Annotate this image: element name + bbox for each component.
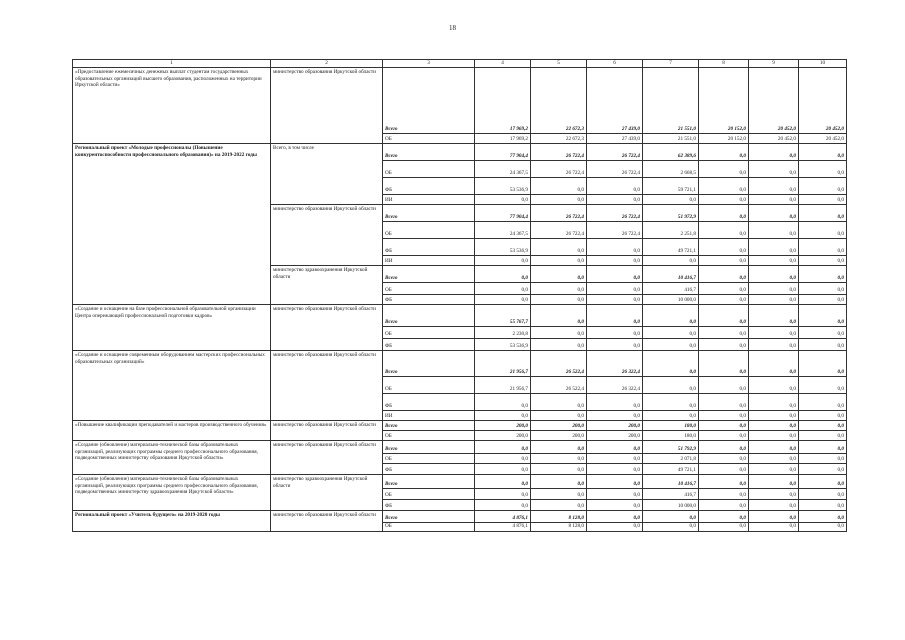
value-cell: 0,0 [587,411,643,421]
value-cell: 0,0 [799,327,847,339]
value-cell: 2 230,8 [475,327,531,339]
value-cell: 0,0 [587,454,643,464]
value-cell: 0,0 [475,195,531,205]
funding-source: Всего [383,475,475,489]
measure-title: «Создание и оснащение современным оборудованием мастерских профессиональных образовательных организаций» [73,351,271,421]
value-cell: 0,0 [531,305,587,327]
column-number-2: 2 [271,60,383,68]
value-cell: 0,0 [643,327,699,339]
value-cell: 4 876,1 [475,523,531,532]
value-cell: 0,0 [699,511,749,523]
value-cell: 0,0 [531,394,587,411]
value-cell: 26 722,4 [531,222,587,239]
value-cell: 0,0 [531,464,587,475]
value-cell: 0,0 [749,454,799,464]
value-cell: 0,0 [587,441,643,454]
funding-source: ОБ [383,523,475,532]
funding-source: Всего [383,266,475,283]
value-cell: 0,0 [799,305,847,327]
measure-title: «Создание и оснащение на базе профессиональной образовательной организации Центра опережающей профессиональной подготовки кадров» [73,305,271,351]
value-cell: 20 152,0 [699,134,749,144]
value-cell: 20 452,0 [799,68,847,134]
value-cell: 0,0 [699,178,749,195]
value-cell: 0,0 [643,195,699,205]
executor-cell: министерство образования Иркутской области [271,511,383,532]
column-number-1: 1 [73,60,271,68]
value-cell: 0,0 [643,394,699,411]
value-cell: 0,0 [531,283,587,295]
value-cell: 0,0 [699,283,749,295]
value-cell: 0,0 [587,305,643,327]
value-cell: 49 721,1 [643,464,699,475]
value-cell: 0,0 [531,454,587,464]
value-cell: 0,0 [587,523,643,532]
value-cell: 20 452,0 [749,134,799,144]
value-cell: 0,0 [749,195,799,205]
value-cell: 0,0 [587,394,643,411]
column-number-8: 8 [699,60,749,68]
value-cell: 0,0 [587,295,643,305]
value-cell: 0,0 [587,256,643,266]
table-row [73,144,847,161]
executor-cell: министерство образования Иркутской области [271,351,383,421]
table-row [73,441,847,454]
value-cell: 27 439,0 [587,134,643,144]
value-cell: 0,0 [531,178,587,195]
value-cell: 0,0 [799,464,847,475]
table-row [73,475,847,489]
value-cell: 2 668,5 [643,161,699,178]
measure-title: Региональный проект «Учитель будущего» на 2019-2020 годы [73,511,271,532]
value-cell: 0,0 [699,523,749,532]
value-cell: 200,0 [531,431,587,441]
value-cell: 0,0 [643,523,699,532]
value-cell: 0,0 [749,222,799,239]
measure-title: Региональный проект «Молодые профессионалы (Повышение конкурентоспособности профессионального образования)» на 2019-2022 годы [73,144,271,305]
value-cell: 0,0 [749,305,799,327]
value-cell: 0,0 [699,222,749,239]
value-cell: 0,0 [643,377,699,394]
value-cell: 0,0 [699,421,749,431]
value-cell: 0,0 [531,411,587,421]
value-cell: 0,0 [699,239,749,256]
value-cell: 0,0 [799,239,847,256]
table-row [73,511,847,523]
column-number-4: 4 [475,60,531,68]
value-cell: 0,0 [799,441,847,454]
value-cell: 26 722,4 [587,161,643,178]
value-cell: 0,0 [799,339,847,351]
value-cell: 0,0 [799,222,847,239]
value-cell: 0,0 [587,195,643,205]
value-cell: 0,0 [475,295,531,305]
value-cell: 0,0 [531,239,587,256]
value-cell: 200,0 [587,421,643,431]
column-number-6: 6 [587,60,643,68]
funding-source: ОБ [383,327,475,339]
value-cell: 0,0 [699,256,749,266]
value-cell: 0,0 [699,464,749,475]
value-cell: 0,0 [643,256,699,266]
value-cell: 0,0 [749,339,799,351]
value-cell: 24 367,5 [475,161,531,178]
value-cell: 0,0 [749,500,799,511]
column-number-7: 7 [643,60,699,68]
value-cell: 416,7 [643,489,699,500]
value-cell: 0,0 [799,295,847,305]
value-cell: 49 721,1 [643,239,699,256]
value-cell: 0,0 [749,295,799,305]
executor-cell: министерство образования Иркутской области [271,441,383,475]
value-cell: 21 956,7 [475,377,531,394]
funding-source: ФБ [383,500,475,511]
page-number: 18 [449,24,456,32]
value-cell: 0,0 [699,500,749,511]
value-cell: 0,0 [699,431,749,441]
value-cell: 0,0 [587,327,643,339]
value-cell: 22 672,3 [531,68,587,134]
value-cell: 0,0 [699,411,749,421]
value-cell: 0,0 [475,475,531,489]
value-cell: 20 452,0 [749,68,799,134]
value-cell: 2 071,8 [643,454,699,464]
value-cell: 0,0 [475,256,531,266]
column-number-3: 3 [383,60,475,68]
value-cell: 0,0 [749,431,799,441]
value-cell: 26 722,4 [531,161,587,178]
funding-source: ОБ [383,454,475,464]
value-cell: 0,0 [799,178,847,195]
value-cell: 0,0 [799,511,847,523]
funding-source: ФБ [383,464,475,475]
value-cell: 8 128,0 [531,523,587,532]
value-cell: 0,0 [749,351,799,377]
funding-source: Всего [383,511,475,523]
table-row [73,351,847,377]
value-cell: 22 672,3 [531,134,587,144]
value-cell: 0,0 [799,161,847,178]
value-cell: 0,0 [799,431,847,441]
value-cell: 0,0 [699,377,749,394]
measure-title: «Создание (обновление) материально-технической базы образовательных организаций, реализующих программы среднего профессионального образования, подведомственных министерству образования Иркутской области» [73,441,271,475]
value-cell: 0,0 [475,266,531,283]
value-cell: 26 522,4 [531,377,587,394]
measure-title: «Предоставление ежемесячных денежных выплат студентам государственных образовательных организаций высшего образования, расположенных на территории Иркутской области» [73,68,271,144]
value-cell: 0,0 [699,144,749,161]
value-cell: 0,0 [699,454,749,464]
value-cell: 26 722,4 [531,205,587,222]
table-row [73,305,847,327]
value-cell: 51 972,9 [643,205,699,222]
value-cell: 0,0 [749,327,799,339]
value-cell: 17 969,2 [475,134,531,144]
funding-source: ОБ [383,222,475,239]
value-cell: 0,0 [587,339,643,351]
funding-source: ФБ [383,178,475,195]
value-cell: 0,0 [799,394,847,411]
value-cell: 77 904,4 [475,144,531,161]
value-cell: 0,0 [799,256,847,266]
value-cell: 59 721,1 [643,178,699,195]
value-cell: 10 416,7 [643,475,699,489]
value-cell: 0,0 [749,411,799,421]
value-cell: 0,0 [799,144,847,161]
value-cell: 0,0 [643,351,699,377]
measure-title: «Создание (обновление) материально-технической базы образовательных организаций, реализующих программы среднего профессионального образования, подведомственных министерству здравоохранения Иркутской области» [73,475,271,511]
value-cell: 0,0 [749,511,799,523]
value-cell: 0,0 [699,351,749,377]
value-cell: 0,0 [587,489,643,500]
value-cell: 0,0 [699,195,749,205]
value-cell: 55 767,7 [475,305,531,327]
value-cell: 0,0 [587,475,643,489]
value-cell: 0,0 [799,454,847,464]
value-cell: 0,0 [799,500,847,511]
executor-cell: министерство здравоохранения Иркутской области [271,475,383,511]
value-cell: 0,0 [475,411,531,421]
value-cell: 0,0 [643,305,699,327]
value-cell: 0,0 [699,266,749,283]
funding-source: ИИ [383,411,475,421]
funding-source: ИИ [383,195,475,205]
value-cell: 0,0 [587,464,643,475]
funding-source: ОБ [383,489,475,500]
value-cell: 0,0 [587,511,643,523]
value-cell: 0,0 [531,339,587,351]
value-cell: 51 792,9 [643,441,699,454]
value-cell: 0,0 [475,283,531,295]
value-cell: 0,0 [749,475,799,489]
executor-cell: Всего, в том числе [271,144,383,205]
value-cell: 0,0 [799,195,847,205]
value-cell: 0,0 [475,441,531,454]
column-number-10: 10 [799,60,847,68]
executor-cell: министерство образования Иркутской области [271,305,383,351]
funding-source: Всего [383,144,475,161]
table-row [73,421,847,431]
value-cell: 200,0 [475,431,531,441]
value-cell: 0,0 [531,195,587,205]
value-cell: 27 439,0 [587,68,643,134]
value-cell: 26 722,4 [587,144,643,161]
value-cell: 0,0 [475,500,531,511]
funding-source: ОБ [383,377,475,394]
value-cell: 0,0 [699,339,749,351]
value-cell: 0,0 [749,377,799,394]
value-cell: 26 722,4 [587,222,643,239]
funding-source: ФБ [383,239,475,256]
value-cell: 0,0 [699,205,749,222]
funding-source: Всего [383,205,475,222]
executor-cell: министерство образования Иркутской области [271,68,383,144]
value-cell: 0,0 [475,394,531,411]
value-cell: 24 367,5 [475,222,531,239]
value-cell: 0,0 [699,327,749,339]
value-cell: 0,0 [643,511,699,523]
executor-cell: министерство здравоохранения Иркутской области [271,266,383,305]
measure-title: «Повышение квалификации преподавателей и мастеров производственного обучения» [73,421,271,441]
funding-source: ОБ [383,431,475,441]
funding-source: Всего [383,68,475,134]
value-cell: 17 969,2 [475,68,531,134]
value-cell: 200,0 [531,421,587,431]
funding-source: Всего [383,441,475,454]
value-cell: 0,0 [749,421,799,431]
executor-cell: министерство образования Иркутской области [271,421,383,441]
value-cell: 0,0 [699,161,749,178]
value-cell: 0,0 [749,256,799,266]
value-cell: 0,0 [643,411,699,421]
value-cell: 62 389,6 [643,144,699,161]
value-cell: 0,0 [475,454,531,464]
value-cell: 0,0 [699,489,749,500]
value-cell: 0,0 [799,266,847,283]
value-cell: 0,0 [749,464,799,475]
executor-cell: министерство образования Иркутской области [271,205,383,266]
value-cell: 0,0 [531,295,587,305]
budget-table [72,59,847,532]
funding-source: ОБ [383,161,475,178]
value-cell: 10 416,7 [643,266,699,283]
value-cell: 0,0 [587,178,643,195]
value-cell: 0,0 [799,411,847,421]
value-cell: 0,0 [799,421,847,431]
value-cell: 0,0 [475,489,531,500]
value-cell: 0,0 [531,256,587,266]
value-cell: 0,0 [531,266,587,283]
value-cell: 0,0 [699,441,749,454]
value-cell: 0,0 [587,500,643,511]
value-cell: 0,0 [749,441,799,454]
funding-source: Всего [383,421,475,431]
value-cell: 20 152,0 [699,68,749,134]
value-cell: 21 551,0 [643,134,699,144]
value-cell: 0,0 [749,161,799,178]
value-cell: 53 536,9 [475,239,531,256]
value-cell: 180,0 [643,431,699,441]
value-cell: 21 551,0 [643,68,699,134]
value-cell: 0,0 [475,464,531,475]
value-cell: 26 722,4 [531,144,587,161]
value-cell: 0,0 [799,351,847,377]
value-cell: 26 322,4 [587,377,643,394]
value-cell: 26 322,4 [587,351,643,377]
table-row [73,68,847,134]
value-cell: 20 452,0 [799,134,847,144]
value-cell: 10 000,0 [643,500,699,511]
funding-source: ФБ [383,339,475,351]
value-cell: 0,0 [749,523,799,532]
value-cell: 0,0 [587,283,643,295]
value-cell: 21 956,7 [475,351,531,377]
value-cell: 0,0 [799,523,847,532]
value-cell: 200,0 [587,431,643,441]
value-cell: 53 536,9 [475,339,531,351]
value-cell: 0,0 [531,500,587,511]
value-cell: 0,0 [749,489,799,500]
value-cell: 0,0 [799,205,847,222]
value-cell: 0,0 [799,489,847,500]
value-cell: 0,0 [531,327,587,339]
value-cell: 77 904,4 [475,205,531,222]
funding-source: ОБ [383,134,475,144]
value-cell: 0,0 [749,266,799,283]
funding-source: ФБ [383,295,475,305]
value-cell: 0,0 [531,475,587,489]
funding-source: Всего [383,305,475,327]
value-cell: 0,0 [799,283,847,295]
value-cell: 416,7 [643,283,699,295]
value-cell: 0,0 [749,239,799,256]
column-number-5: 5 [531,60,587,68]
value-cell: 10 000,0 [643,295,699,305]
header-row [73,60,847,68]
value-cell: 0,0 [799,377,847,394]
table-body [73,60,847,532]
value-cell: 0,0 [749,283,799,295]
value-cell: 0,0 [699,394,749,411]
value-cell: 53 536,9 [475,178,531,195]
value-cell: 0,0 [531,441,587,454]
value-cell: 0,0 [643,339,699,351]
value-cell: 8 128,0 [531,511,587,523]
value-cell: 0,0 [799,475,847,489]
value-cell: 4 876,1 [475,511,531,523]
value-cell: 0,0 [531,489,587,500]
value-cell: 0,0 [749,144,799,161]
value-cell: 180,0 [643,421,699,431]
value-cell: 0,0 [749,394,799,411]
column-number-9: 9 [749,60,799,68]
value-cell: 0,0 [699,295,749,305]
funding-source: Всего [383,351,475,377]
value-cell: 0,0 [699,305,749,327]
value-cell: 2 251,8 [643,222,699,239]
value-cell: 0,0 [749,205,799,222]
funding-source: ИИ [383,256,475,266]
value-cell: 26 722,4 [587,205,643,222]
value-cell: 0,0 [699,475,749,489]
value-cell: 200,0 [475,421,531,431]
value-cell: 0,0 [587,239,643,256]
value-cell: 0,0 [749,178,799,195]
funding-source: ОБ [383,283,475,295]
funding-source: ФБ [383,394,475,411]
value-cell: 26 522,4 [531,351,587,377]
value-cell: 0,0 [587,266,643,283]
